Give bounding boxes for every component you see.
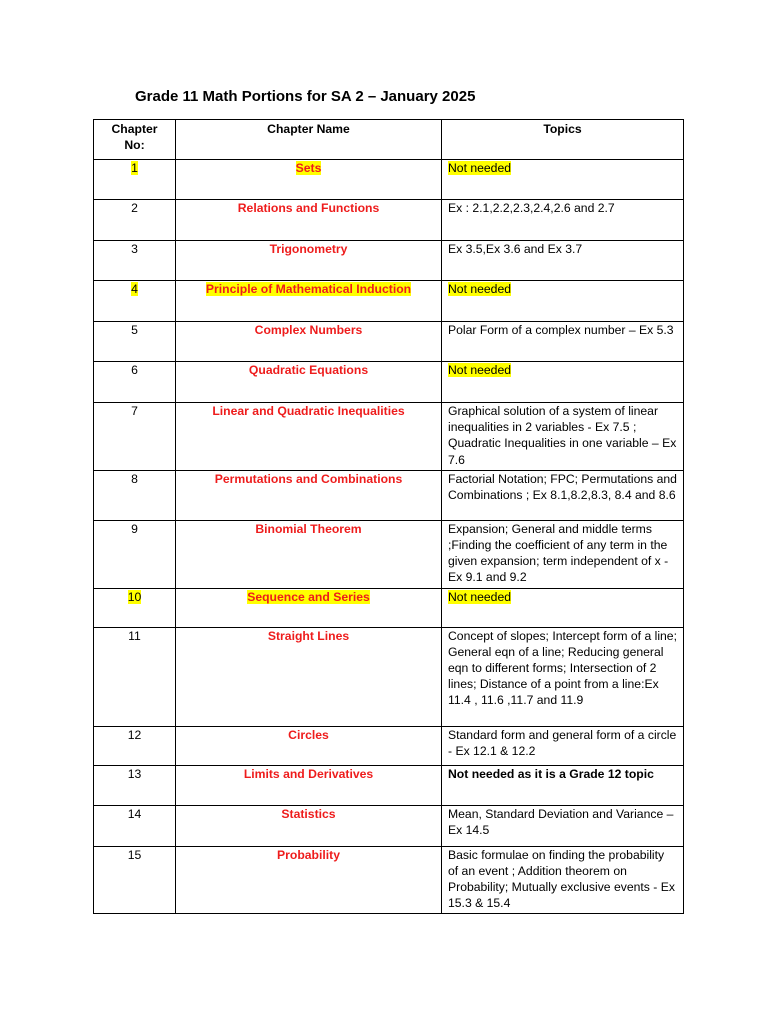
header-chapter-name-label: Chapter Name (267, 122, 350, 136)
header-chapter-no (94, 120, 176, 160)
topics-cell (442, 520, 684, 588)
chapter-number: 6 (131, 363, 138, 377)
chapter-name-cell (176, 322, 442, 362)
chapter-name: Straight Lines (267, 628, 350, 643)
topics-text: Not needed (448, 589, 512, 604)
table-row (94, 322, 684, 362)
chapter-name-cell (176, 470, 442, 520)
chapter-name-cell (176, 627, 442, 726)
topics-cell (442, 627, 684, 726)
topics-cell (442, 322, 684, 362)
chapter-number-cell (94, 726, 176, 765)
chapter-number: 7 (131, 404, 138, 418)
table-row (94, 846, 684, 914)
chapter-name: Sets (295, 161, 322, 175)
table-row (94, 520, 684, 588)
chapter-name-cell (176, 362, 442, 403)
chapter-number: 9 (131, 521, 138, 536)
chapter-name: Linear and Quadratic Inequalities (212, 404, 405, 418)
topics-text: Ex 3.5,Ex 3.6 and Ex 3.7 (448, 242, 583, 256)
chapter-name: Principle of Mathematical Induction (205, 282, 412, 296)
chapter-name-cell (176, 520, 442, 588)
chapter-number: 13 (127, 766, 142, 781)
topics-cell (442, 160, 684, 200)
chapter-number-cell (94, 588, 176, 627)
table-row (94, 200, 684, 241)
table-row (94, 160, 684, 200)
chapter-name: Relations and Functions (237, 201, 380, 215)
chapter-number-cell (94, 805, 176, 846)
chapter-name: Complex Numbers (254, 323, 363, 337)
chapter-name-cell (176, 588, 442, 627)
chapter-number: 10 (127, 589, 142, 604)
chapter-number: 3 (131, 242, 138, 256)
topics-text: Factorial Notation; FPC; Permutations and Combinations ; Ex 8.1,8.2,8.3, 8.4 and 8.6 (448, 471, 677, 503)
topics-text: Basic formulae on finding the probability of an event ; Addition theorem on Probability; Mutually exclusive events - Ex 15.3 & 15.4 (448, 847, 675, 911)
chapter-name-cell (176, 805, 442, 846)
topics-text: Mean, Standard Deviation and Variance – Ex 14.5 (448, 806, 674, 837)
chapter-number: 11 (128, 628, 141, 643)
chapter-name-cell (176, 726, 442, 765)
table-row (94, 470, 684, 520)
topics-text: Not needed as it is a Grade 12 topic (448, 766, 654, 781)
topics-cell (442, 362, 684, 403)
chapter-number-cell (94, 322, 176, 362)
chapter-name-cell (176, 281, 442, 322)
topics-text: Not needed (448, 161, 512, 175)
chapter-name-cell (176, 846, 442, 914)
page-title: Grade 11 Math Portions for SA 2 – January 2025 (135, 88, 476, 105)
chapter-number: 1 (131, 161, 138, 175)
chapter-name-cell (176, 403, 442, 471)
topics-cell (442, 846, 684, 914)
chapter-name-cell (176, 241, 442, 281)
chapter-number-cell (94, 241, 176, 281)
table-row (94, 362, 684, 403)
table-row (94, 588, 684, 627)
topics-text: Not needed (448, 363, 512, 377)
chapter-number-cell (94, 846, 176, 914)
header-chapter-name (176, 120, 442, 160)
chapter-number-cell (94, 470, 176, 520)
table-row (94, 627, 684, 726)
chapter-name: Binomial Theorem (255, 521, 362, 536)
topics-text: Ex : 2.1,2.2,2.3,2.4,2.6 and 2.7 (448, 201, 615, 215)
chapter-name: Statistics (281, 806, 336, 821)
table-row (94, 805, 684, 846)
chapter-name: Limits and Derivatives (243, 766, 374, 781)
topics-cell (442, 200, 684, 241)
topics-cell (442, 726, 684, 765)
topics-text: Polar Form of a complex number – Ex 5.3 (448, 323, 674, 337)
topics-text: Standard form and general form of a circle - Ex 12.1 & 12.2 (448, 727, 677, 758)
chapter-number: 15 (127, 847, 142, 862)
topics-cell (442, 588, 684, 627)
topics-text: Expansion; General and middle terms ;Finding the coefficient of any term in the given expansion; term independent of x - Ex 9.1 and 9.2 (448, 521, 669, 585)
chapter-number: 4 (131, 282, 138, 296)
chapter-name-cell (176, 765, 442, 805)
table-row (94, 241, 684, 281)
table-row (94, 281, 684, 322)
chapter-number-cell (94, 200, 176, 241)
topics-cell (442, 241, 684, 281)
chapter-name: Quadratic Equations (248, 363, 369, 377)
chapter-number-cell (94, 281, 176, 322)
topics-cell (442, 281, 684, 322)
chapter-name: Permutations and Combinations (214, 471, 403, 486)
topics-cell (442, 765, 684, 805)
topics-text: Graphical solution of a system of linear inequalities in 2 variables - Ex 7.5 ; Quadratic Inequalities in one variable – Ex 7.6 (448, 404, 677, 467)
chapter-name: Probability (277, 847, 340, 862)
topics-text: Not needed (448, 282, 512, 296)
chapter-number-cell (94, 362, 176, 403)
table-row (94, 403, 684, 471)
chapter-number: 5 (131, 323, 138, 337)
table-row (94, 765, 684, 805)
chapter-number: 12 (127, 727, 142, 742)
table-header-row (94, 120, 684, 160)
chapter-number-cell (94, 403, 176, 471)
chapter-name: Sequence and Series (247, 589, 370, 604)
header-topics (442, 120, 684, 160)
chapter-number-cell (94, 765, 176, 805)
chapter-number: 14 (127, 806, 142, 821)
chapter-number-cell (94, 520, 176, 588)
chapter-name-cell (176, 160, 442, 200)
chapter-name: Trigonometry (269, 242, 348, 256)
chapter-number: 8 (131, 471, 138, 486)
chapter-name: Circles (288, 727, 329, 742)
chapter-number-cell (94, 627, 176, 726)
table-row (94, 726, 684, 765)
chapter-name-cell (176, 200, 442, 241)
portions-table (93, 119, 684, 914)
topics-text: Concept of slopes; Intercept form of a line; General eqn of a line; Reducing general eqn to different forms; Intersection of 2 lines; Distance of a point from a line:Ex 11.4 , 11.6 ,11.7 and 11.9 (448, 628, 677, 708)
chapter-number: 2 (131, 201, 138, 215)
topics-cell (442, 470, 684, 520)
topics-cell (442, 805, 684, 846)
header-chapter-no-label: Chapter No: (111, 122, 158, 153)
header-topics-label: Topics (543, 122, 582, 136)
chapter-number-cell (94, 160, 176, 200)
topics-cell (442, 403, 684, 471)
